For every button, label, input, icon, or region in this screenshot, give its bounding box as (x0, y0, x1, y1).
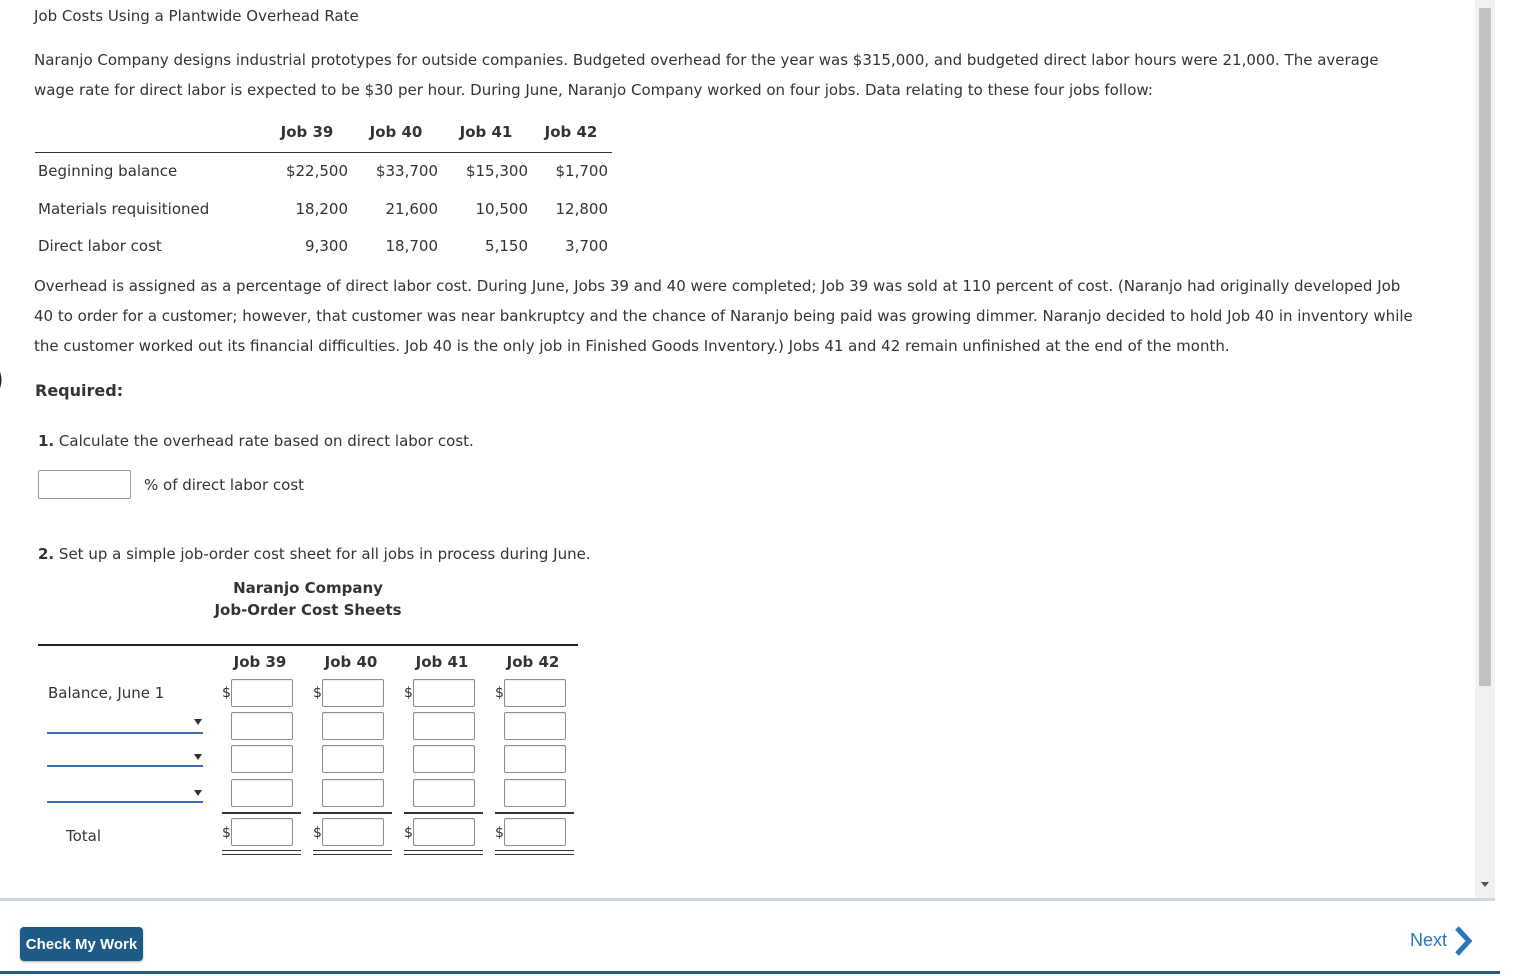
intro-line-2: wage rate for direct labor is expected to be $30 per hour. During June, Naranjo Company worked on four jobs. Data relating to these four jobs follow: (34, 81, 1153, 99)
row-label-beginning-balance: Beginning balance (38, 162, 178, 180)
row1-job-42-input[interactable] (504, 712, 566, 740)
sum-rule (313, 812, 392, 814)
required-heading: Required: (35, 381, 124, 400)
total-job-39-input[interactable] (231, 818, 293, 846)
row1-job-41-input[interactable] (413, 712, 475, 740)
table-cell: $33,700 (375, 162, 438, 180)
row2-job-42-input[interactable] (504, 745, 566, 773)
table-cell: $1,700 (555, 162, 608, 180)
job-header-39: Job 39 (280, 123, 334, 141)
currency-symbol: $ (495, 685, 504, 701)
bottom-accent-bar (0, 971, 1500, 974)
sum-rule (404, 812, 483, 814)
currency-symbol: $ (404, 685, 413, 701)
balance-job-40-input[interactable] (322, 679, 384, 707)
next-link[interactable]: Next (1410, 930, 1448, 950)
cost-item-dropdown-3[interactable] (47, 785, 203, 803)
total-job-40-input[interactable] (322, 818, 384, 846)
job-header-40: Job 40 (369, 123, 423, 141)
row3-job-39-input[interactable] (231, 779, 293, 807)
check-my-work-button[interactable]: Check My Work (20, 927, 143, 961)
table-cell: 10,500 (475, 200, 528, 218)
question-2-number: 2. (38, 545, 55, 563)
overhead-rate-unit-label: % of direct labor cost (144, 476, 305, 494)
question-1-number: 1. (38, 432, 55, 450)
scrollbar-thumb[interactable] (1479, 8, 1491, 686)
cost-sheet-header-job-39: Job 39 (233, 653, 287, 671)
table-cell: $15,300 (465, 162, 528, 180)
balance-job-39-input[interactable] (231, 679, 293, 707)
cost-item-dropdown-1[interactable] (47, 716, 203, 734)
question-1-text: Calculate the overhead rate based on direct labor cost. (58, 432, 474, 450)
balance-job-41-input[interactable] (413, 679, 475, 707)
problem-title: Job Costs Using a Plantwide Overhead Rate (34, 7, 359, 25)
left-bracket-arc (0, 350, 20, 410)
caret-down-icon (194, 754, 202, 760)
cost-sheet-header-job-40: Job 40 (324, 653, 378, 671)
table-cell: 21,600 (385, 200, 438, 218)
table-header-rule (35, 152, 612, 153)
cost-item-dropdown-2[interactable] (47, 749, 203, 767)
cost-sheet-top-rule (38, 644, 578, 646)
sum-rule (495, 812, 574, 814)
balance-job-42-input[interactable] (504, 679, 566, 707)
overhead-rate-input[interactable] (38, 470, 131, 499)
scroll-down-arrow-icon[interactable] (1481, 882, 1489, 887)
double-rule (404, 850, 483, 855)
row-label-materials-requisitioned: Materials requisitioned (38, 200, 210, 218)
cost-sheet-title: Job-Order Cost Sheets (214, 601, 402, 619)
intro-line-1: Naranjo Company designs industrial prototypes for outside companies. Budgeted overhead for the year was $315,000, and budgeted direct labor hours were 21,000. The average (34, 51, 1379, 69)
row2-job-40-input[interactable] (322, 745, 384, 773)
row3-job-40-input[interactable] (322, 779, 384, 807)
para2-line-3: the customer worked out its financial difficulties. Job 40 is the only job in Finished Goods Inventory.) Jobs 41 and 42 remain unfinished at the end of the month. (34, 337, 1230, 355)
row-label-direct-labor-cost: Direct labor cost (38, 237, 162, 255)
balance-june-1-label: Balance, June 1 (48, 684, 165, 702)
currency-symbol: $ (495, 825, 504, 841)
currency-symbol: $ (313, 685, 322, 701)
sum-rule (222, 812, 301, 814)
cost-sheet-company: Naranjo Company (233, 579, 383, 597)
table-cell: 18,200 (295, 200, 348, 218)
row2-job-39-input[interactable] (231, 745, 293, 773)
table-cell: 12,800 (555, 200, 608, 218)
row3-job-41-input[interactable] (413, 779, 475, 807)
footer-bar (0, 901, 1536, 976)
caret-down-icon (194, 790, 202, 796)
row1-job-40-input[interactable] (322, 712, 384, 740)
cost-sheet-header-job-41: Job 41 (415, 653, 469, 671)
row1-job-39-input[interactable] (231, 712, 293, 740)
double-rule (222, 850, 301, 855)
table-cell: 18,700 (385, 237, 438, 255)
job-header-42: Job 42 (544, 123, 598, 141)
double-rule (313, 850, 392, 855)
question-2 (38, 545, 591, 563)
double-rule (495, 850, 574, 855)
table-cell: $22,500 (285, 162, 348, 180)
currency-symbol: $ (404, 825, 413, 841)
row3-job-42-input[interactable] (504, 779, 566, 807)
table-cell: 3,700 (565, 237, 608, 255)
question-2-text: Set up a simple job-order cost sheet for all jobs in process during June. (58, 545, 591, 563)
total-label: Total (66, 827, 102, 845)
table-cell: 5,150 (485, 237, 528, 255)
currency-symbol: $ (222, 685, 231, 701)
caret-down-icon (194, 719, 202, 725)
total-job-41-input[interactable] (413, 818, 475, 846)
total-job-42-input[interactable] (504, 818, 566, 846)
chevron-right-icon[interactable] (1453, 925, 1473, 957)
para2-line-2: 40 to order for a customer; however, that customer was near bankruptcy and the chance of Naranjo being paid was growing dimmer. Naranjo decided to hold Job 40 in inventory while (34, 307, 1413, 325)
para2-line-1: Overhead is assigned as a percentage of direct labor cost. During June, Jobs 39 and 40 were completed; Job 39 was sold at 110 percent of cost. (Naranjo had originally developed Job (34, 277, 1401, 295)
cost-sheet-header-job-42: Job 42 (506, 653, 560, 671)
vertical-scrollbar[interactable] (1475, 0, 1495, 900)
question-1 (38, 432, 474, 450)
job-header-41: Job 41 (459, 123, 513, 141)
row2-job-41-input[interactable] (413, 745, 475, 773)
table-cell: 9,300 (305, 237, 348, 255)
currency-symbol: $ (313, 825, 322, 841)
currency-symbol: $ (222, 825, 231, 841)
